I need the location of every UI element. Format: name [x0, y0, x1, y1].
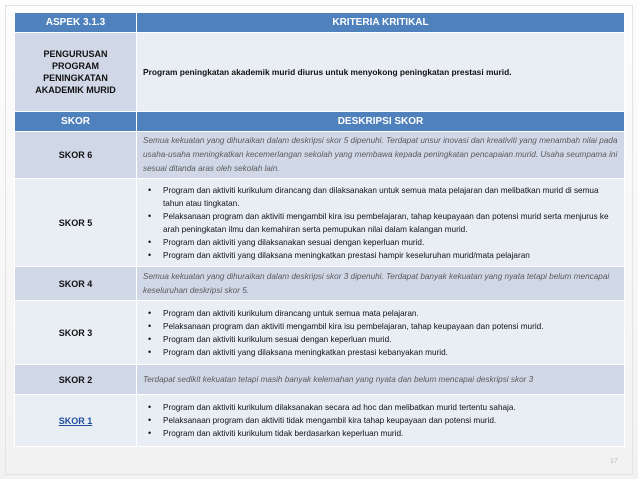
aspect-criteria: Program peningkatan akademik murid diurus untuk menyokong peningkatan prestasi murid.	[137, 33, 625, 112]
aspect-row	[15, 33, 625, 112]
rubric-table	[14, 12, 625, 447]
score-row-4	[15, 267, 625, 301]
header-kriteria: KRITERIA KRITIKAL	[137, 13, 625, 33]
bullet-item: • Program dan aktiviti kurikulum dirancang dan dilaksanakan untuk semua mata pelajaran dan melibatkan murid di semua tahun atau tingkatan.	[163, 184, 618, 210]
page-number: 17	[610, 458, 618, 465]
score-label: SKOR 6	[15, 132, 137, 179]
score-row-3	[15, 301, 625, 365]
score-description	[137, 179, 625, 267]
bullet-item: • Pelaksanaan program dan aktiviti mengambil kira isu pembelajaran, tahap keupayaan dan potensi murid.	[163, 320, 618, 333]
score-label: SKOR 5	[15, 179, 137, 267]
bullet-item: • Program dan aktiviti yang dilaksanakan sesuai dengan keperluan murid.	[163, 236, 618, 249]
score-description	[137, 395, 625, 447]
bullet-list	[137, 401, 624, 440]
score-label: SKOR 3	[15, 301, 137, 365]
bullet-item: • Pelaksanaan program dan aktiviti mengambil kira isu pembelajaran, tahap keupayaan dan potensi murid serta menjurus ke arah peningkatan ilmu dan kemahiran serta pemupukan nilai dalam kalangan murid.	[163, 210, 618, 236]
score-row-6	[15, 132, 625, 179]
score-label: SKOR 2	[15, 365, 137, 395]
bullet-list	[137, 184, 624, 262]
bullet-item: • Pelaksanaan program dan aktiviti tidak mengambil kira tahap keupayaan dan potensi murid.	[163, 414, 618, 427]
score-description: Terdapat sedikit kekuatan tetapi masih banyak kelemahan yang nyata dan belum mencapai deskripsi skor 3	[137, 365, 625, 395]
score-row-1	[15, 395, 625, 447]
score-label-cell	[15, 395, 137, 447]
score-description: Semua kekuatan yang dihuraikan dalam deskripsi skor 3 dipenuhi. Terdapat banyak kekuatan yang nyata tetapi belum mencapai keseluruhan deskripsi skor 5.	[137, 267, 625, 301]
header-aspek: ASPEK 3.1.3	[15, 13, 137, 33]
header-deskripsi: DESKRIPSI SKOR	[137, 112, 625, 132]
score-description	[137, 301, 625, 365]
header-row	[15, 13, 625, 33]
bullet-list	[137, 307, 624, 359]
bullet-item: • Program dan aktiviti yang dilaksana meningkatkan prestasi kebanyakan murid.	[163, 346, 618, 359]
skor-1-link[interactable]: SKOR 1	[58, 415, 93, 426]
aspect-label: PENGURUSAN PROGRAM PENINGKATAN AKADEMIK MURID	[15, 33, 137, 112]
score-description: Semua kekuatan yang dihuraikan dalam deskripsi skor 5 dipenuhi. Terdapat unsur inovasi dan kreativiti yang menambah nilai pada usaha-usaha meningkatkan kecemerlangan sekolah yang membawa kepada peningkatan pencapaian murid. Usaha seumpama ini sesuai ditanda aras oleh sekolah lain.	[137, 132, 625, 179]
score-row-5	[15, 179, 625, 267]
bullet-item: • Program dan aktiviti kurikulum dilaksanakan secara ad hoc dan melibatkan murid tertentu sahaja.	[163, 401, 618, 414]
bullet-item: • Program dan aktiviti yang dilaksana meningkatkan prestasi hampir keseluruhan murid/mata pelajaran	[163, 249, 618, 262]
score-row-2	[15, 365, 625, 395]
header-skor: SKOR	[15, 112, 137, 132]
score-header-row	[15, 112, 625, 132]
bullet-item: • Program dan aktiviti kurikulum tidak berdasarkan keperluan murid.	[163, 427, 618, 440]
bullet-item: • Program dan aktiviti kurikulum sesuai dengan keperluan murid.	[163, 333, 618, 346]
score-label: SKOR 4	[15, 267, 137, 301]
bullet-item: • Program dan aktiviti kurikulum dirancang untuk semua mata pelajaran.	[163, 307, 618, 320]
